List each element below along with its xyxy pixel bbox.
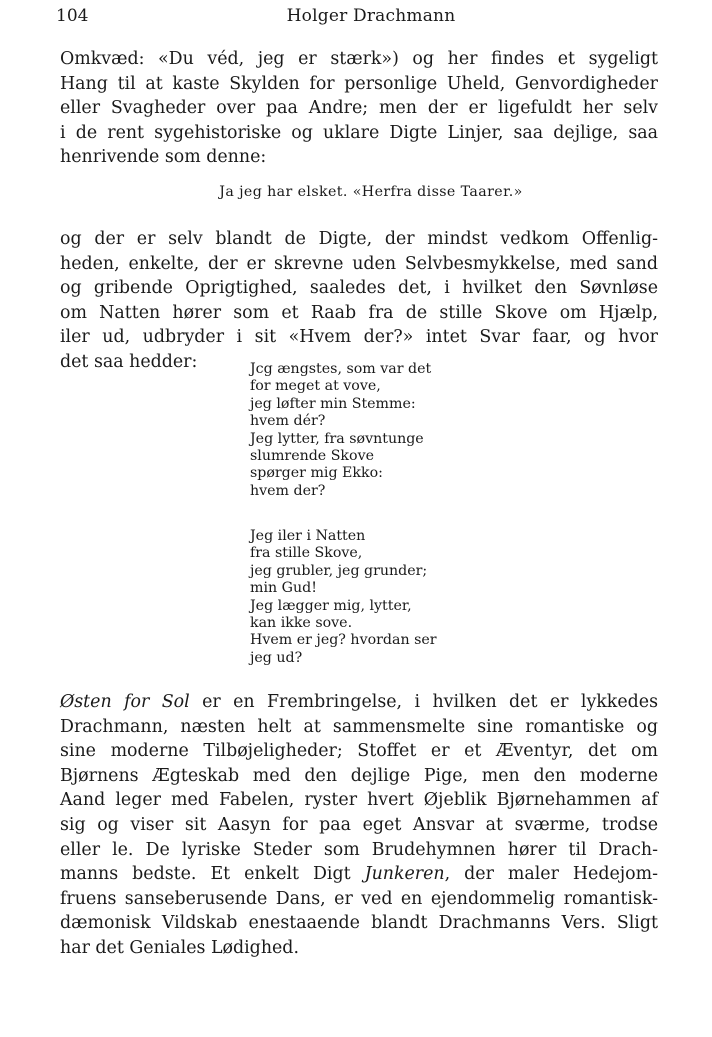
- text-line: [60, 690, 658, 715]
- poem-line: for meget at vove,: [250, 378, 381, 395]
- text-line: har det Geniales Lødighed.: [60, 937, 299, 958]
- poem-line: min Gud!: [250, 580, 317, 597]
- poem-line: Jeg iler i Natten: [250, 528, 366, 544]
- text-run: er en Frembringelse, i hvilken det er lykkedes: [189, 692, 658, 712]
- text-line: det saa hedder:: [60, 351, 198, 372]
- text-run: manns bedste. Et enkelt Digt: [60, 864, 365, 885]
- text-line: iler ud, udbryder i sit «Hvem der?» intet Svar faar, og hvor: [60, 327, 658, 348]
- text-line: sine moderne Tilbøjeligheder; Stoffet er et Æventyr, det om: [60, 741, 658, 762]
- text-line: Hang til at kaste Skylden for personlige Uheld, Genvordigheder: [60, 73, 658, 94]
- text-line: dæmonisk Vildskab enestaaende blandt Drachmanns Vers. Sligt: [60, 913, 658, 934]
- text-line: [60, 862, 658, 887]
- paragraph-2: [60, 227, 658, 375]
- text-line: Omkvæd: «Du véd, jeg er stærk») og her findes et sygeligt: [60, 49, 658, 69]
- text-line: og gribende Oprigtighed, saaledes det, i hvilket den Søvnløse: [60, 278, 658, 299]
- poem-line: Jeg lægger mig, lytter,: [250, 597, 412, 614]
- text-run: , der maler Hedejom-: [444, 864, 658, 885]
- text-line: Aand leger med Fabelen, ryster hvert Øjeblik Bjørnehammen af: [60, 790, 658, 811]
- work-title: Junkeren: [364, 864, 445, 885]
- paragraph-3: [60, 690, 658, 961]
- text-line: heden, enkelte, der er skrevne uden Selvbesmykkelse, med sand: [60, 253, 658, 274]
- text-line: eller Svagheder over paa Andre; men der er ligefuldt her selv: [60, 98, 658, 119]
- poem-line: slumrende Skove: [250, 448, 374, 465]
- poem-line: spørger mig Ekko:: [250, 465, 383, 482]
- text-line: eller le. De lyriske Steder som Brudehymnen hører til Drach-: [60, 839, 658, 860]
- quoted-verse: Ja jeg har elsket. «Herfra disse Taarer.»: [219, 184, 523, 200]
- poem-line: hvem dér?: [250, 413, 326, 430]
- poem-line: fra stille Skove,: [250, 545, 363, 562]
- text-line: fruens sanseberusende Dans, er ved en ejendommelig romantisk-: [60, 888, 658, 909]
- poem-line: kan ikke sove.: [250, 615, 353, 632]
- poem-line: Jcg ængstes, som var det: [250, 361, 432, 377]
- paragraph-1: [60, 47, 658, 170]
- text-line: i de rent sygehistoriske og uklare Digte Linjer, saa dejlige, saa: [60, 122, 658, 143]
- text-line: henrivende som denne:: [60, 147, 267, 168]
- page-header: [56, 6, 660, 30]
- page-number: 104: [56, 6, 89, 26]
- poem-stanza-2: [250, 528, 437, 667]
- text-line: Bjørnens Ægteskab med den dejlige Pige, men den moderne: [60, 765, 658, 786]
- book-page: [56, 0, 660, 1037]
- work-title: Østen for Sol: [60, 692, 190, 712]
- poem-line: Jeg lytter, fra søvntunge: [250, 430, 424, 447]
- poem-line: jeg grubler, jeg grunder;: [250, 562, 428, 579]
- poem-line: jeg ud?: [250, 649, 303, 666]
- poem-line: hvem der?: [250, 482, 326, 499]
- poem-line: Hvem er jeg? hvordan ser: [250, 632, 437, 649]
- text-line: Drachmann, næsten helt at sammensmelte sine romantiske og: [60, 716, 658, 737]
- running-head: Holger Drachmann: [286, 6, 456, 26]
- text-line: og der er selv blandt de Digte, der mindst vedkom Offenlig-: [60, 229, 658, 249]
- text-line: om Natten hører som et Raab fra de stille Skove om Hjælp,: [60, 302, 658, 323]
- poem-stanza-1: [250, 361, 431, 500]
- text-line: sig og viser sit Aasyn for paa eget Ansvar at sværme, trodse: [60, 814, 658, 835]
- poem-line: jeg løfter min Stemme:: [250, 395, 416, 412]
